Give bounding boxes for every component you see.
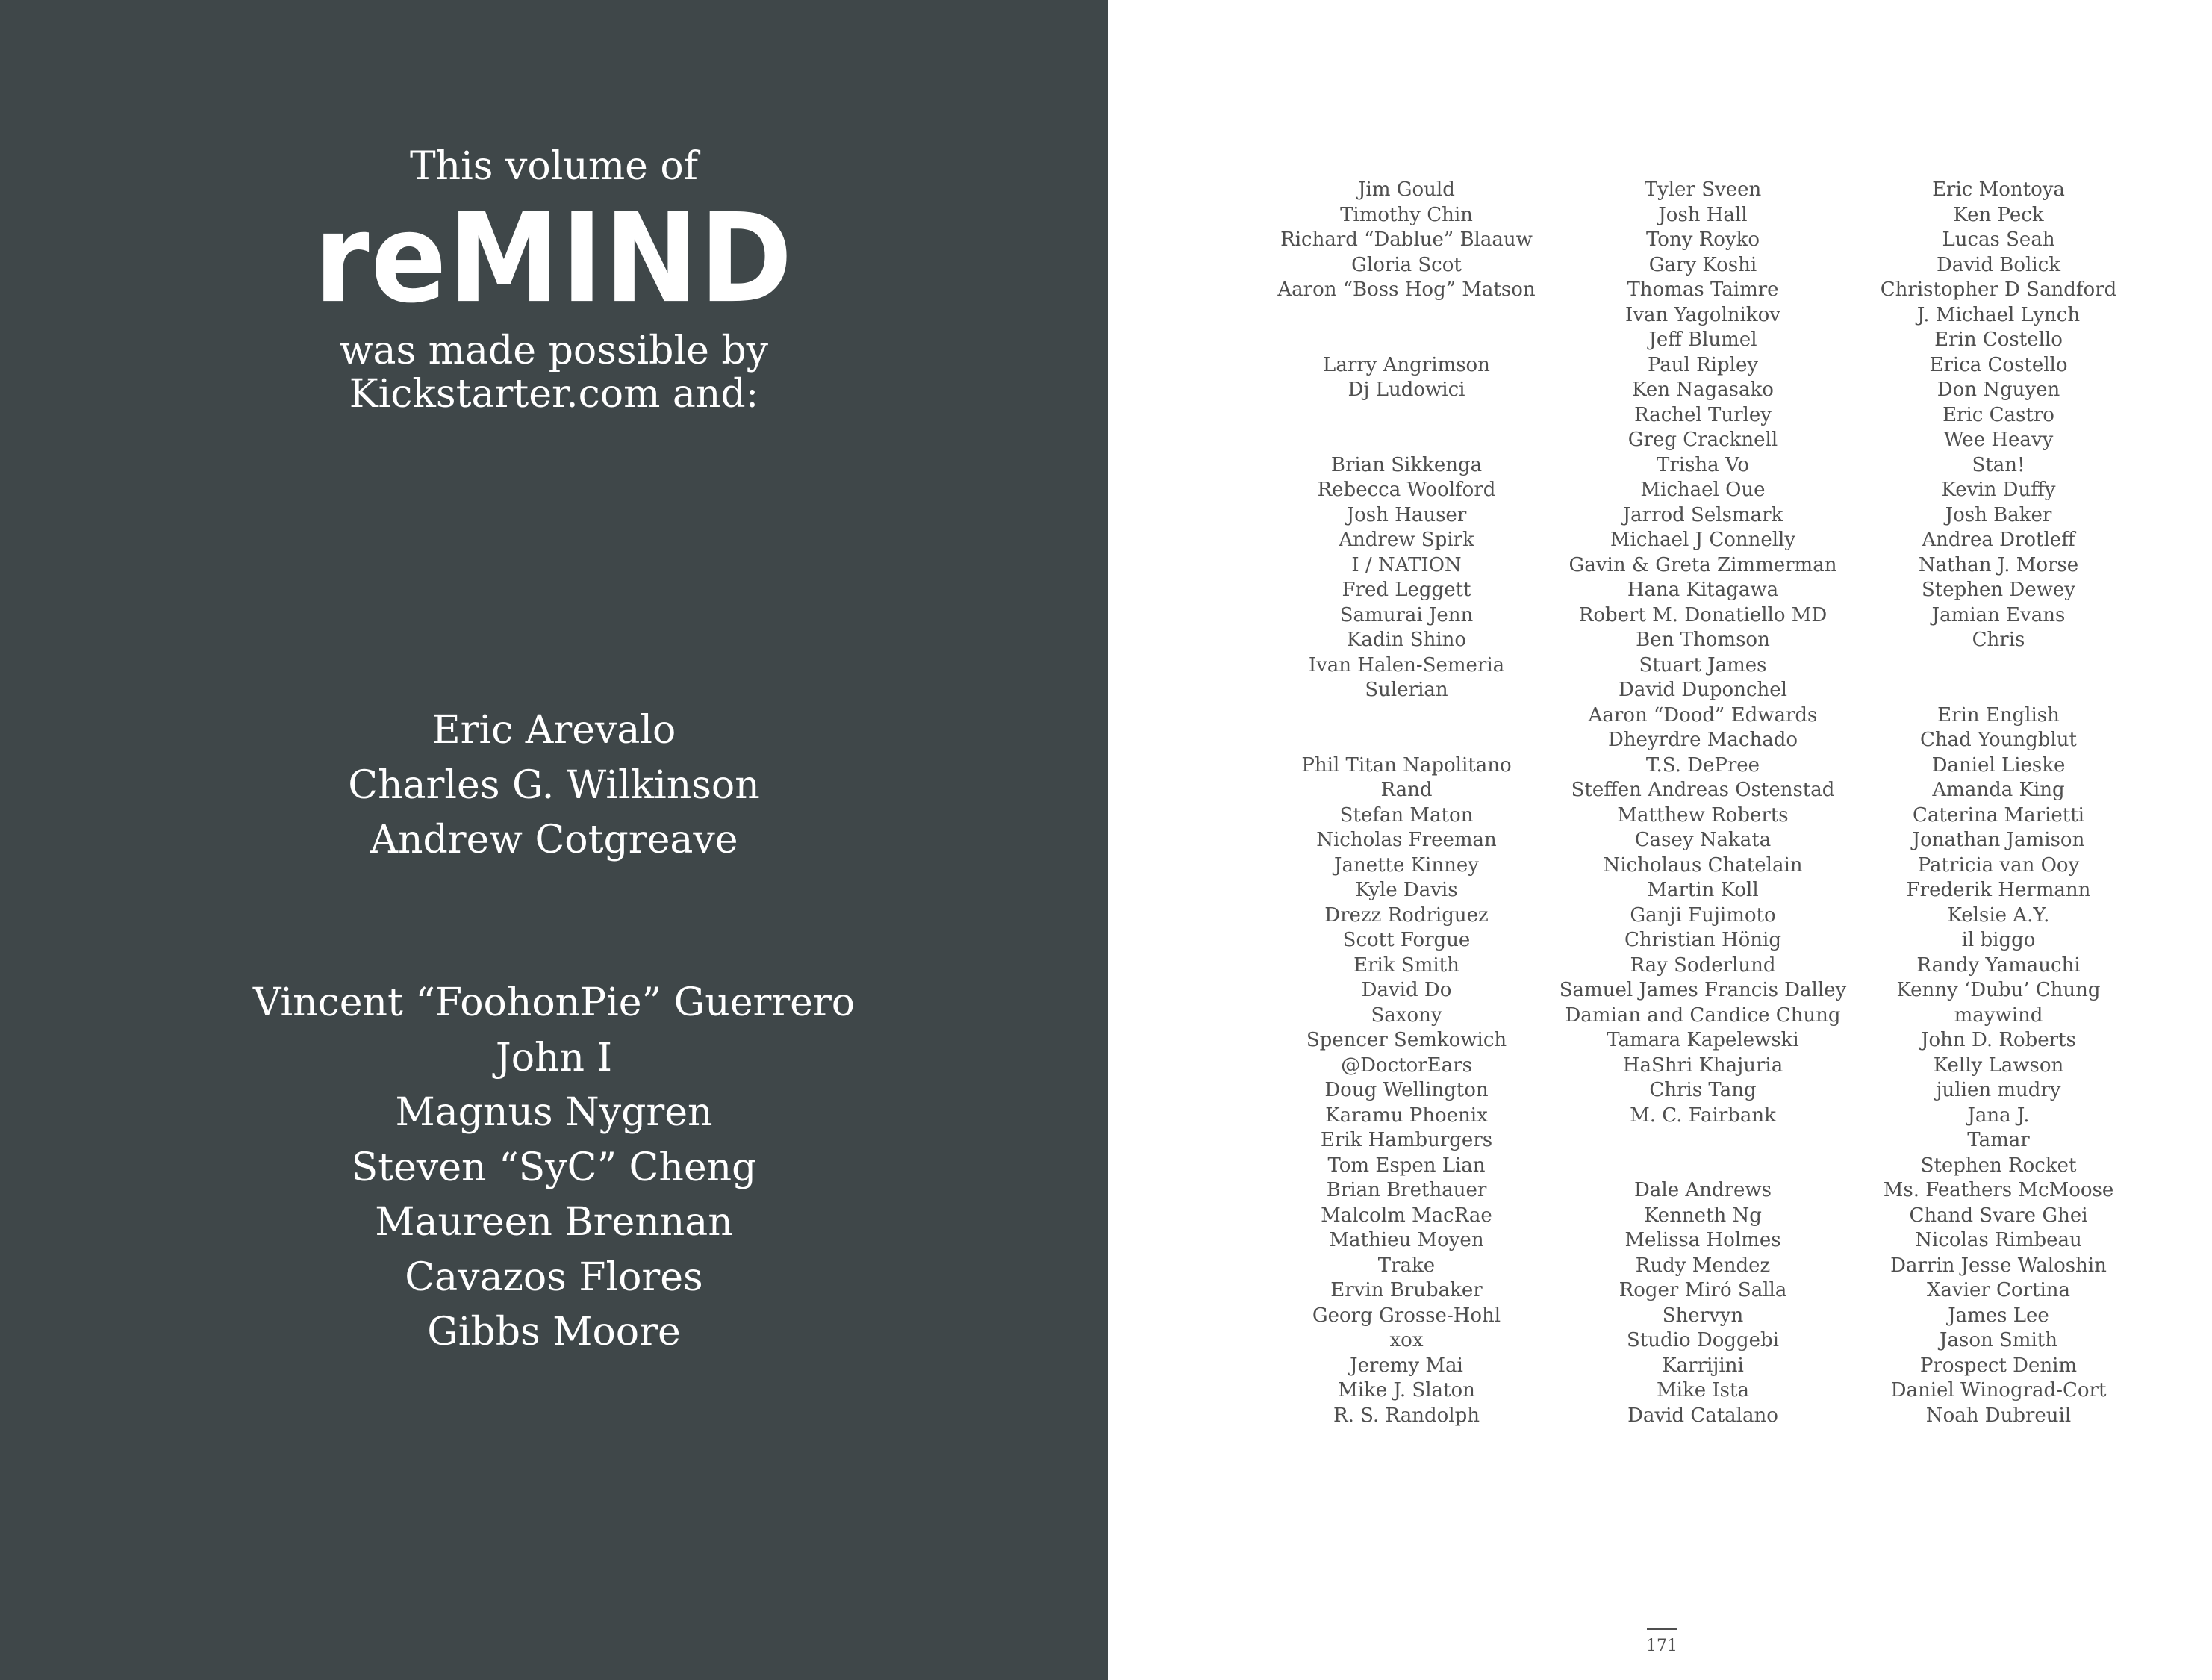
backer-name: Saxony: [1371, 1004, 1442, 1027]
page-number: 171: [1646, 1637, 1677, 1655]
backer-name: Eric Montoya: [1932, 178, 2065, 201]
backer-name: Jim Gould: [1358, 178, 1455, 201]
backer-name: Janette Kinney: [1334, 853, 1479, 877]
backer-name: julien mudry: [1936, 1079, 2061, 1101]
spacer: [1235, 303, 1578, 329]
backer-name: Samurai Jenn: [1339, 603, 1474, 626]
backer-name: Ivan Halen-Semeria: [1308, 653, 1505, 676]
backer-name: il biggo: [1961, 929, 2036, 951]
backer-name: Stephen Dewey: [1922, 579, 2075, 601]
backer-name: Ervin Brubaker: [1330, 1279, 1483, 1301]
backer-name: J. Michael Lynch: [1916, 303, 2081, 326]
backer-name: Xavier Cortina: [1926, 1279, 2071, 1301]
backer-name: Ivan Yagolnikov: [1625, 303, 1780, 326]
backer-name: Georg Grosse-Hohl: [1312, 1304, 1501, 1327]
backer-name: Nicholas Freeman: [1316, 829, 1497, 851]
backer-name: Randy Yamauchi: [1916, 953, 2081, 977]
backer-name: Mathieu Moyen: [1329, 1229, 1484, 1251]
backer-name: Andrea Drotleff: [1922, 529, 2075, 551]
backer-name: Stephen Rocket: [1920, 1154, 2077, 1177]
backer-name: Matthew Roberts: [1617, 803, 1789, 827]
spacer: [1531, 1154, 1875, 1179]
sponsor-name: Magnus Nygren: [395, 1090, 713, 1135]
backer-name: Paul Ripley: [1647, 353, 1759, 376]
backer-name: Ken Peck: [1953, 203, 2044, 226]
backer-name: Brian Sikkenga: [1330, 453, 1483, 476]
backer-name: Patricia van Ooy: [1917, 853, 2080, 877]
backer-name: Rebecca Woolford: [1317, 479, 1496, 501]
backer-name: David Catalano: [1627, 1404, 1778, 1427]
backer-name: Rachel Turley: [1634, 403, 1772, 426]
backer-name: Kenneth Ng: [1644, 1204, 1762, 1227]
backer-name: Tamar: [1967, 1129, 2030, 1151]
backer-name: Robert M. Donatiello MD: [1578, 603, 1828, 626]
spacer: [1235, 728, 1578, 753]
backer-name: Erik Hamburgers: [1320, 1129, 1493, 1151]
backer-name: Tamara Kapelewski: [1607, 1029, 1799, 1051]
backer-name: R. S. Randolph: [1333, 1404, 1480, 1427]
sponsor-name: Gibbs Moore: [427, 1310, 681, 1354]
backer-name: Prospect Denim: [1919, 1354, 2078, 1377]
backer-name: Christopher D Sandford: [1880, 279, 2117, 301]
backer-name: Karrijini: [1662, 1354, 1744, 1377]
backer-name: Damian and Candice Chung: [1565, 1004, 1841, 1027]
backer-name: Andrew Spirk: [1339, 529, 1474, 551]
backer-name: Malcolm MacRae: [1321, 1204, 1492, 1227]
backer-name: Richard “Dablue” Blaauw: [1280, 228, 1533, 251]
backer-name: Chris Tang: [1649, 1079, 1757, 1101]
spacer: [1827, 653, 2170, 679]
backer-name: Mike Ista: [1657, 1379, 1749, 1401]
sponsor-name: Andrew Cotgreave: [370, 818, 738, 862]
backer-name: I / NATION: [1351, 553, 1462, 576]
backer-name: Stefan Maton: [1339, 803, 1474, 827]
backer-name: T.S. DePree: [1645, 753, 1760, 777]
backer-name: Shervyn: [1662, 1304, 1744, 1327]
backer-name: Wee Heavy: [1943, 429, 2054, 451]
backer-name: Jason Smith: [1940, 1329, 2057, 1351]
backer-name: David Duponchel: [1619, 679, 1787, 701]
backer-name: Ganji Fujimoto: [1630, 903, 1776, 927]
backer-name: Larry Angrimson: [1323, 353, 1490, 376]
sponsor-name: Charles G. Wilkinson: [348, 762, 760, 808]
backer-name: Daniel Lieske: [1931, 753, 2066, 777]
sponsor-name: Cavazos Flores: [405, 1254, 703, 1300]
backer-column-3: [1827, 178, 2170, 1428]
backer-name: Josh Hauser: [1346, 503, 1467, 526]
backer-name: Drezz Rodriguez: [1324, 903, 1489, 927]
second-sponsor-list: [0, 976, 1108, 1360]
backer-name: Kelsie A.Y.: [1947, 903, 2050, 927]
backer-name: Rudy Mendez: [1635, 1254, 1771, 1277]
backer-name: Steffen Andreas Ostenstad: [1571, 779, 1835, 801]
backer-name: Josh Hall: [1658, 203, 1748, 226]
backer-name: Lucas Seah: [1942, 228, 2055, 251]
backer-name: Jonathan Jamison: [1912, 829, 2085, 851]
backer-name: Jana J.: [1967, 1104, 2030, 1127]
backer-name: Nicholaus Chatelain: [1603, 853, 1803, 877]
backer-name: Erik Smith: [1353, 953, 1459, 977]
backer-name: Casey Nakata: [1634, 829, 1772, 851]
backer-name: Trake: [1377, 1254, 1436, 1277]
backer-name: Scott Forgue: [1342, 929, 1471, 951]
spacer: [1235, 428, 1578, 453]
spacer: [1235, 328, 1578, 353]
backer-name: Sulerian: [1365, 679, 1448, 701]
sponsor-name: John I: [495, 1035, 613, 1080]
backer-name: Tyler Sveen: [1644, 178, 1762, 201]
backer-name: Christian Hönig: [1624, 929, 1782, 951]
backer-name: Aaron “Boss Hog” Matson: [1277, 279, 1536, 301]
backer-name: Greg Cracknell: [1627, 429, 1778, 451]
backer-name: Jeff Blumel: [1648, 329, 1757, 351]
backer-name: Daniel Winograd-Cort: [1890, 1379, 2107, 1401]
backer-name: Chris: [1972, 629, 2025, 651]
intro-subheading-line-2: Kickstarter.com and:: [349, 372, 759, 417]
backer-name: Gary Koshi: [1648, 253, 1757, 276]
spacer: [1235, 703, 1578, 729]
backer-name: Frederik Hermann: [1906, 879, 2091, 901]
backer-name: Erin English: [1937, 703, 2060, 727]
backer-name: Tony Royko: [1645, 228, 1760, 251]
spacer: [1827, 678, 2170, 703]
backer-name: xox: [1389, 1329, 1424, 1351]
spacer: [1235, 403, 1578, 429]
backer-name: Doug Wellington: [1324, 1079, 1489, 1101]
backer-name: Aaron “Dood” Edwards: [1588, 703, 1818, 727]
backer-name: Hana Kitagawa: [1627, 579, 1779, 601]
backer-name: HaShri Khajuria: [1622, 1054, 1783, 1077]
backer-name: Erica Costello: [1929, 353, 2068, 376]
backer-name: Thomas Taimre: [1627, 279, 1779, 301]
backer-name: Erin Costello: [1934, 329, 2063, 351]
backer-name: Ray Soderlund: [1630, 953, 1776, 977]
backer-name: Don Nguyen: [1937, 379, 2060, 401]
backer-name: Kyle Davis: [1355, 879, 1458, 901]
sponsor-name: Maureen Brennan: [375, 1200, 733, 1245]
top-sponsor-list: [0, 703, 1108, 868]
backer-name: @DoctorEars: [1341, 1054, 1472, 1077]
backer-name: Dheyrdre Machado: [1607, 729, 1798, 751]
intro-subheading-line-1: was made possible by: [339, 329, 769, 373]
backer-name: John D. Roberts: [1921, 1029, 2076, 1051]
backer-name: Fred Leggett: [1342, 579, 1471, 601]
backer-name: Kenny ‘Dubu’ Chung: [1896, 979, 2101, 1001]
backer-name: Amanda King: [1932, 779, 2065, 801]
backer-name: Michael Oue: [1640, 479, 1766, 501]
backer-name: Dj Ludowici: [1348, 379, 1465, 401]
backer-name: Mike J. Slaton: [1338, 1379, 1475, 1401]
backer-name: M. C. Fairbank: [1630, 1104, 1776, 1127]
backer-name: Josh Baker: [1945, 503, 2052, 526]
backer-name: maywind: [1954, 1004, 2043, 1027]
backer-column-2: [1531, 178, 1875, 1428]
intro-heading: This volume of: [410, 144, 698, 189]
backer-name: Kevin Duffy: [1941, 479, 2056, 501]
backer-name: Martin Koll: [1647, 879, 1759, 901]
backer-name: James Lee: [1948, 1304, 2049, 1327]
backer-name: Rand: [1380, 779, 1433, 801]
backer-name: Ben Thomson: [1636, 629, 1770, 651]
sponsor-name: Steven “SyC” Cheng: [351, 1145, 757, 1190]
backer-name: Timothy Chin: [1340, 203, 1473, 226]
remind-logo: reMIND: [314, 187, 794, 331]
backer-name: Stuart James: [1639, 653, 1767, 676]
intro-subheading: [0, 329, 1108, 416]
sponsor-name: Eric Arevalo: [432, 708, 676, 753]
sponsor-name: Vincent “FoohonPie” Guerrero: [252, 980, 856, 1025]
backer-name: Phil Titan Napolitano: [1301, 753, 1512, 777]
backer-name: Ms. Feathers McMoose: [1883, 1179, 2114, 1201]
backer-name: Caterina Marietti: [1913, 803, 2084, 827]
backer-name: Jarrod Selsmark: [1622, 503, 1783, 526]
backer-name: Spencer Semkowich: [1306, 1029, 1507, 1051]
backer-name: Ken Nagasako: [1632, 379, 1774, 401]
backer-name: Samuel James Francis Dalley: [1559, 979, 1847, 1001]
backer-name: Melissa Holmes: [1624, 1229, 1781, 1251]
backer-name: Gavin & Greta Zimmerman: [1568, 553, 1837, 576]
backer-name: Gloria Scot: [1351, 253, 1462, 276]
backer-name: Noah Dubreuil: [1925, 1404, 2072, 1427]
backer-name: Kelly Lawson: [1933, 1054, 2064, 1077]
backer-name: Jamian Evans: [1931, 603, 2066, 626]
page-number-rule: [1647, 1628, 1677, 1630]
backer-name: Studio Doggebi: [1626, 1329, 1779, 1351]
backer-name: Karamu Phoenix: [1325, 1104, 1488, 1127]
backer-name: Chand Svare Ghei: [1909, 1204, 2088, 1227]
backer-name: Dale Andrews: [1634, 1179, 1772, 1201]
backer-name: Jeremy Mai: [1350, 1354, 1463, 1377]
backer-name: Trisha Vo: [1657, 453, 1749, 476]
backer-name: Nathan J. Morse: [1918, 553, 2079, 576]
backer-name: Roger Miró Salla: [1619, 1279, 1787, 1301]
backer-name: Michael J Connelly: [1610, 529, 1796, 551]
backer-name: Eric Castro: [1942, 403, 2054, 426]
backer-name: David Do: [1361, 979, 1452, 1001]
backer-name: Darrin Jesse Waloshin: [1890, 1254, 2107, 1277]
backer-name: Stan!: [1972, 453, 2025, 476]
backer-name: Chad Youngblut: [1920, 729, 2077, 751]
backer-name: Brian Brethauer: [1326, 1179, 1487, 1201]
backer-column-1: [1235, 178, 1578, 1428]
backer-name: David Bolick: [1937, 253, 2060, 276]
spacer: [1531, 1128, 1875, 1154]
backer-name: Tom Espen Lian: [1327, 1154, 1486, 1177]
backer-name: Nicolas Rimbeau: [1915, 1229, 2082, 1251]
backer-name: Kadin Shino: [1346, 629, 1467, 651]
